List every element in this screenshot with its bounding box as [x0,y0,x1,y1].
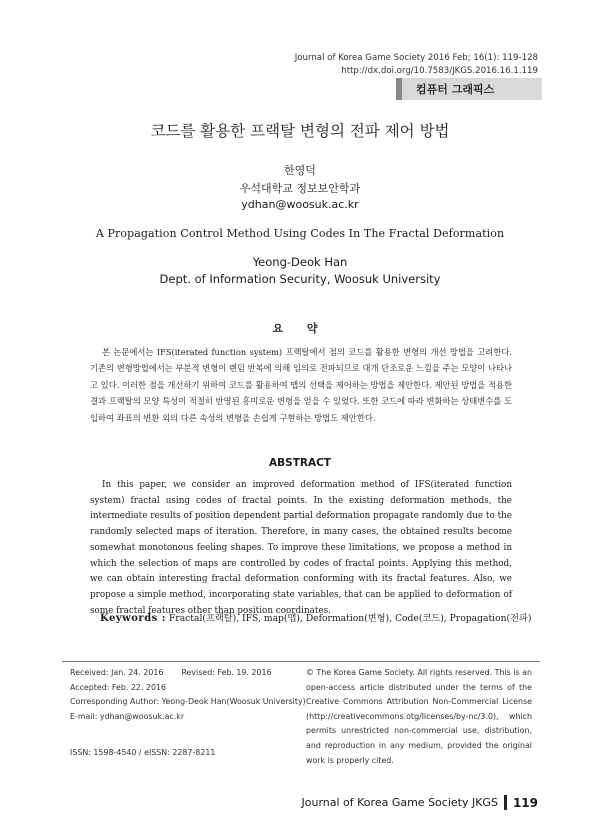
page-footer [302,795,539,810]
category-label: 컴퓨터 그래픽스 [416,83,495,96]
accepted-date: Accepted: Feb. 22. 2016 [70,682,167,692]
abstract-ko-body: 본 논문에서는 IFS(iterated function system) 프랙탈에서 점의 코드를 활용한 변형의 개선 방법을 고려한다. 기존의 변형방법에서는 부분적 변형이 랜덤 반복에 의해 임의로 전파되므로 대개 단조로운 느낌을 주는 모양이 나타나고 있다. 이러한 점을 개선하기 위하여 코드를 활용하여 맵의 선택을 제어하는 방법을 제안한다. 제안된 방법을 적용한 결과 프랙탈의 모양 특성이 적절히 반영된 흥미로운 변형을 얻을 수 있었다. 또한 코드에 따라 변화하는 상태변수를 도입하여 좌표의 변환 외의 다른 속성의 변형을 손쉽게 구현하는 방법도 제안한다. [90,347,512,423]
keywords-label: Keywords : [100,613,166,624]
article-history [70,666,306,761]
abstract-ko-heading: 요 약 [272,322,328,335]
corresponding-email: E-mail: ydhan@woosuk.ac.kr [70,711,185,721]
footnote-divider [62,661,540,662]
affiliation-en: Dept. of Information Security, Woosuk University [159,272,441,286]
revised-date: Revised: Feb. 19. 2016 [181,668,272,677]
keywords-list: Fractal(프랙탈), IFS, map(맵), Deformation(변형), Code(코드), Propagation(전파) [168,613,532,624]
author-name-ko: 한영덕 [284,164,316,177]
corresponding-author: Corresponding Author: Yeong-Deok Han(Woosuk University) [70,697,306,707]
paper-title-ko: 코드를 활용한 프랙탈 변형의 전파 제어 방법 [150,122,450,140]
keywords [100,610,530,624]
abstract-en-heading: ABSTRACT [269,457,331,469]
abstract-en-body: In this paper, we consider an improved deformation method of IFS(iterated function system) fractal using codes of fractal points. In the existing deformation methods, the intermediate results of position dependent partial deformation propagate randomly due to the randomly selected maps of iteration. Therefore, in many cases, the obtained results become somewhat monotonous feeling shapes. To improve these limitations, we propose a method in which the selection of maps are controlled by codes of fractal points. Applying this method, we can obtain interesting fractal deformation conforming with its fractal features. Also, we propose a simple method, incorporating state variables, that can be applied to deformation of some fractal features other than position coordinates. [90,480,512,616]
author-name-en: Yeong-Deok Han [252,255,348,269]
page-number: 119 [512,795,538,810]
license-notice: © The Korea Game Society. All rights reserved. This is an open-access article distributed under the terms of the Creative Commons Attribution Non-Commercial License (http://creativecommons.otg/licenses/by-nc/3.0), which permits unrestricted non-commercial use, distribution, and reproduction in any medium, provided the original work is properly cited. [306,668,532,765]
affiliation-ko: 우석대학교 정보보안학과 [239,182,361,195]
issn: ISSN: 1598-4540 / eISSN: 2287-8211 [70,748,216,758]
paper-title-en: A Propagation Control Method Using Codes In The Fractal Deformation [95,227,505,240]
category-badge [396,78,542,100]
footer-separator [504,795,507,810]
author-email[interactable]: ydhan@woosuk.ac.kr [241,198,359,211]
journal-citation: Journal of Korea Game Society 2016 Feb; 16(1): 119-128 [294,53,538,63]
footer-journal: Journal of Korea Game Society JKGS [301,796,498,809]
doi-link[interactable]: http://dx.doi.org/10.7583/JKGS.2016.16.1.119 [341,66,538,76]
received-date: Received: Jan. 24. 2016 [70,668,164,677]
